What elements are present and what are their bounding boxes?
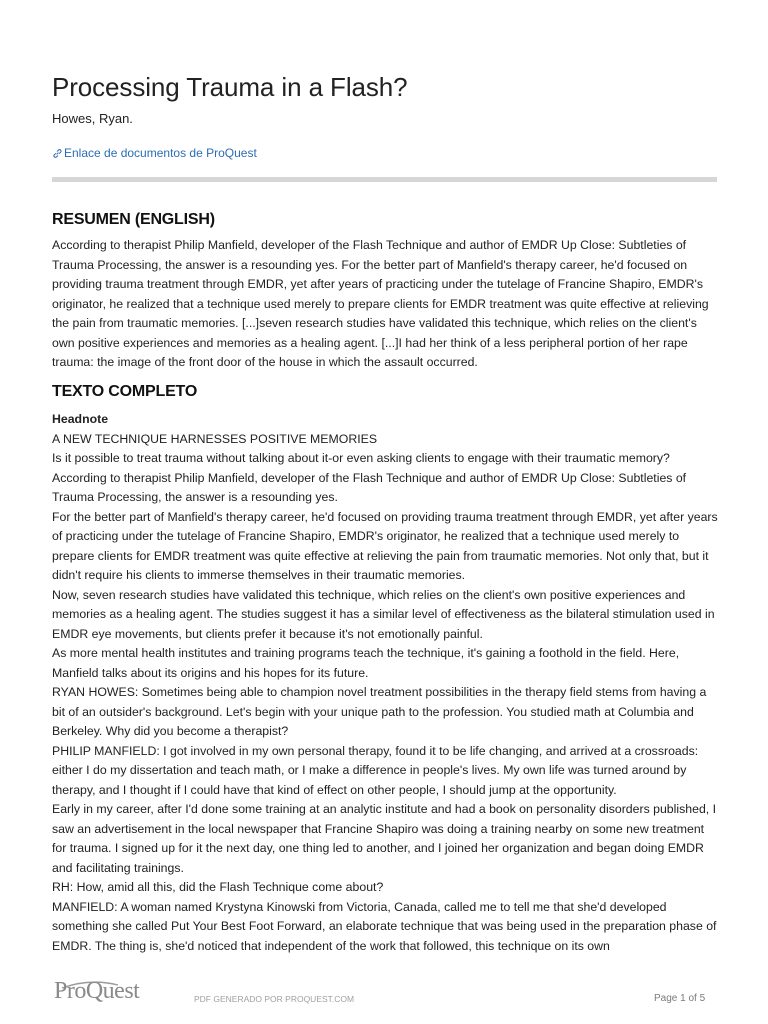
abstract-heading: RESUMEN (ENGLISH): [52, 211, 215, 228]
paragraph: PHILIP MANFIELD: I got involved in my own personal therapy, found it to be life changing, and arrived at a crossroads: either I do my dissertation and teach math, or I make a difference in people's lives. My own life was turned around by therapy, and I thought if I could have that kind of effect on other people, I should jump at the opportunity.: [52, 743, 699, 797]
paragraph: A NEW TECHNIQUE HARNESSES POSITIVE MEMORIES: [52, 431, 378, 446]
paragraph: Early in my career, after I'd done some training at an analytic institute and had a book on personality disorders published, I saw an advertisement in the local newspaper that Francine Shapiro was doing a training nearby on some new treatment for trauma. I signed up for it the next day, one thing led to another, and I joined her organization and began doing EMDR and facilitating trainings.: [52, 802, 717, 875]
proquest-logo: [54, 978, 139, 1005]
fulltext-heading: TEXTO COMPLETO: [52, 383, 198, 400]
paragraph: Now, seven research studies have validated this technique, which relies on the client's own positive experiences and memories as a healing agent. The studies suggest it has a similar level of effectiveness as the bilateral stimulation used in EMDR eye movements, but clients prefer it because it's not emotionally painful.: [52, 587, 715, 641]
paragraph: Is it possible to treat trauma without talking about it-or even asking clients to engage with their traumatic memory? According to therapist Philip Manfield, developer of the Flash Technique and author of EMDR Up Close: Subtleties of Trauma Processing, the answer is a resounding yes.: [52, 451, 687, 504]
abstract-paragraph: According to therapist Philip Manfield, developer of the Flash Technique and author of EMDR Up Close: Subtleties of Trauma Processing, the answer is a resounding yes. For the better part of Manfield's therapy career, he'd focused on providing trauma treatment through EMDR, yet after years of practicing under the tutelage of Francine Shapiro, EMDR's originator, he realized that a technique used merely to prepare clients for EMDR treatment was quite effective at relieving the pain from traumatic memories. [...]seven research studies have validated this technique, which relies on the client's own positive experiences and memories as a healing agent. [...]I had her think of a less peripheral portion of her rape trauma: the image of the front door of the house in which the assault occurred.: [52, 238, 709, 369]
paragraph: RH: How, amid all this, did the Flash Technique come about?: [52, 880, 384, 894]
abstract-text: [52, 236, 720, 373]
fulltext-body: [52, 410, 720, 956]
paragraph: MANFIELD: A woman named Krystyna Kinowski from Victoria, Canada, called me to tell me that she'd developed something she called Put Your Best Foot Forward, an elaborate technique that was being used in the preparation phase of EMDR. The thing is, she'd noticed that independent of the work that followed, this technique on its own: [52, 899, 717, 953]
paragraph: As more mental health institutes and training programs teach the technique, it's gaining a foothold in the field. Here, Manfield talks about its origins and his hopes for its future.: [52, 646, 680, 680]
paragraph: For the better part of Manfield's therapy career, he'd focused on providing trauma treatment through EMDR, yet after years of practicing under the tutelage of Francine Shapiro, EMDR's originator, he realized that a technique used merely to prepare clients for EMDR treatment was quite effective at relieving the pain from traumatic memories. Not only that, but it didn't require his clients to immerse themselves in their traumatic memories.: [52, 509, 718, 582]
proquest-document-link[interactable]: [52, 146, 257, 160]
page-number: Page 1 of 5: [654, 993, 706, 1004]
header-divider: [52, 177, 717, 182]
link-icon: [52, 148, 63, 159]
page-title: Processing Trauma in a Flash?: [52, 72, 408, 102]
generated-by-text: PDF GENERADO POR PROQUEST.COM: [194, 994, 355, 1004]
paragraph: RYAN HOWES: Sometimes being able to champion novel treatment possibilities in the therapy field stems from having a bit of an outsider's background. Let's begin with your unique path to the profession. You studied math at Columbia and Berkeley. Why did you become a therapist?: [52, 685, 707, 738]
logo-text: ProQuest: [54, 978, 140, 1004]
doc-link-label: Enlace de documentos de ProQuest: [64, 146, 257, 160]
author-name: Howes, Ryan.: [52, 111, 133, 126]
headnote-label: Headnote: [52, 412, 109, 426]
